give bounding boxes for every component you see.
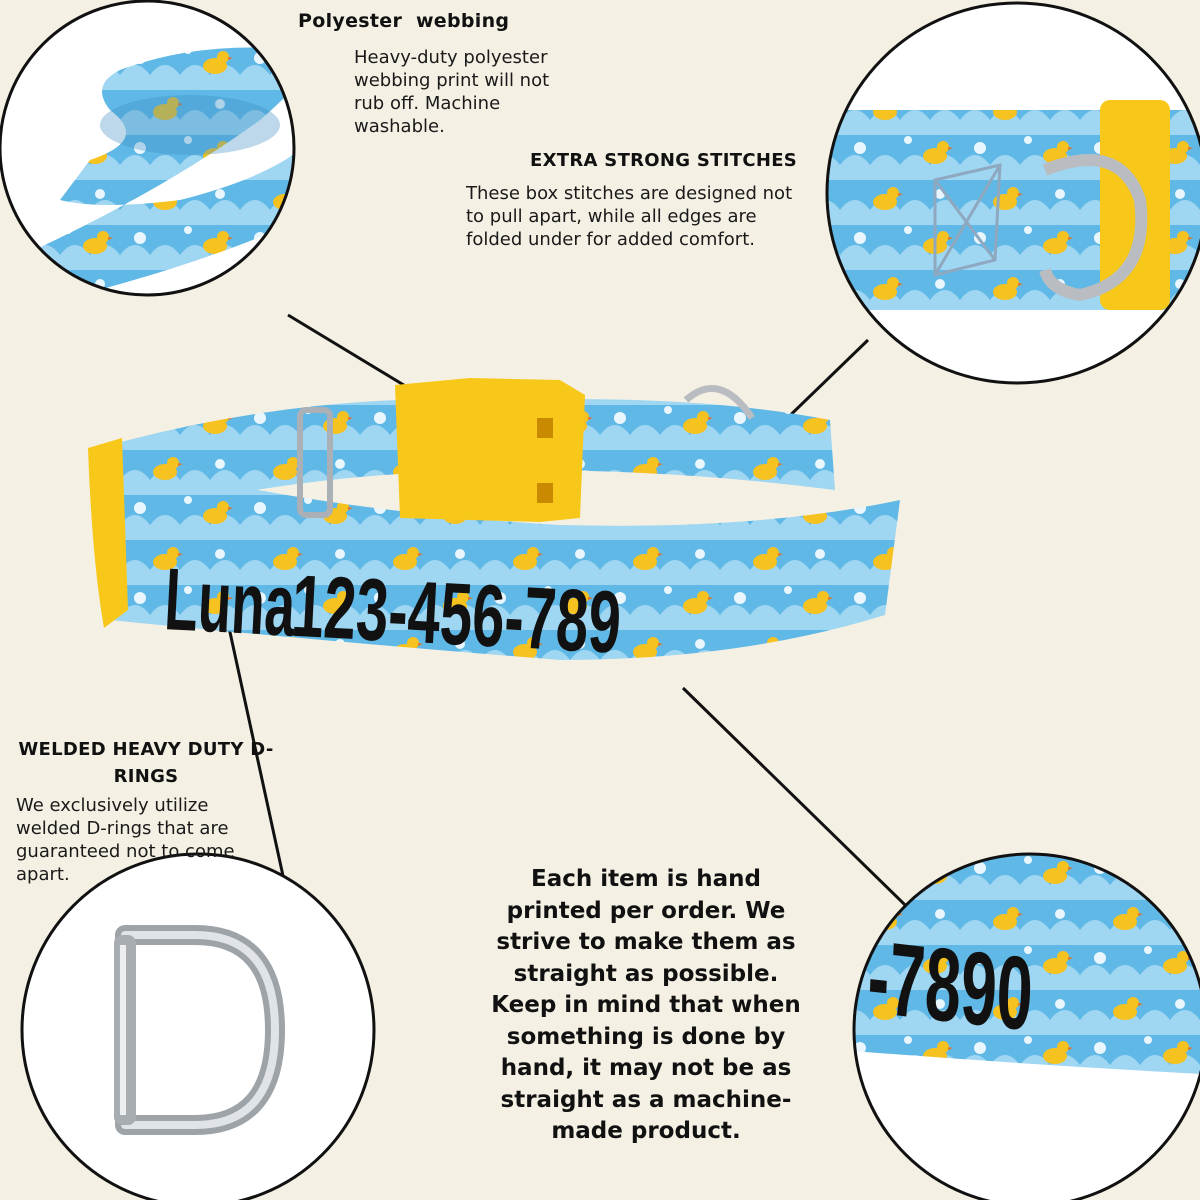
drings-line: welded D-rings that are [16, 818, 229, 839]
drings-title-line: RINGS [113, 766, 179, 787]
stitches-line: These box stitches are designed not [466, 183, 793, 204]
hand-printed-note [470, 864, 822, 1148]
stitches-line: to pull apart, while all edges are [466, 206, 757, 227]
webbing-line: Heavy-duty polyester [354, 47, 548, 68]
webbing-description [354, 46, 549, 138]
note-line: Keep in mind that when [491, 992, 801, 1018]
note-line: made product. [551, 1118, 741, 1144]
stitches-description [466, 182, 792, 251]
webbing-line: rub off. Machine [354, 93, 501, 114]
drings-title-line: WELDED HEAVY DUTY D- [18, 739, 274, 760]
stitch-closeup [800, 3, 1200, 383]
note-line: printed per order. We [506, 897, 786, 924]
note-line: something is done by [506, 1023, 786, 1050]
d-ring-closeup [22, 854, 374, 1200]
note-line: Each item is hand [530, 866, 761, 892]
note-line: straight as a machine- [500, 1086, 792, 1113]
closeup-number: -7890 [865, 919, 1036, 1054]
collar-phone-number: 123-456-789 [289, 555, 624, 672]
drings-line: We exclusively utilize [16, 795, 209, 816]
note-line: straight as possible. [513, 960, 779, 987]
webbing-title: Polyester webbing [298, 10, 510, 32]
stitches-line: folded under for added comfort. [466, 229, 755, 250]
drings-description [16, 794, 235, 886]
note-line: strive to make them as [496, 929, 796, 955]
drings-line: guaranteed not to come [16, 841, 235, 862]
note-line: hand, it may not be as [500, 1055, 792, 1081]
webbing-closeup [0, 1, 320, 300]
drings-line: apart. [16, 864, 70, 885]
stitches-title: EXTRA STRONG STITCHES [530, 150, 798, 171]
webbing-line: washable. [354, 116, 445, 137]
collar-pet-name: Luna [162, 549, 298, 655]
webbing-line: webbing print will not [354, 70, 550, 91]
drings-title [12, 736, 280, 790]
